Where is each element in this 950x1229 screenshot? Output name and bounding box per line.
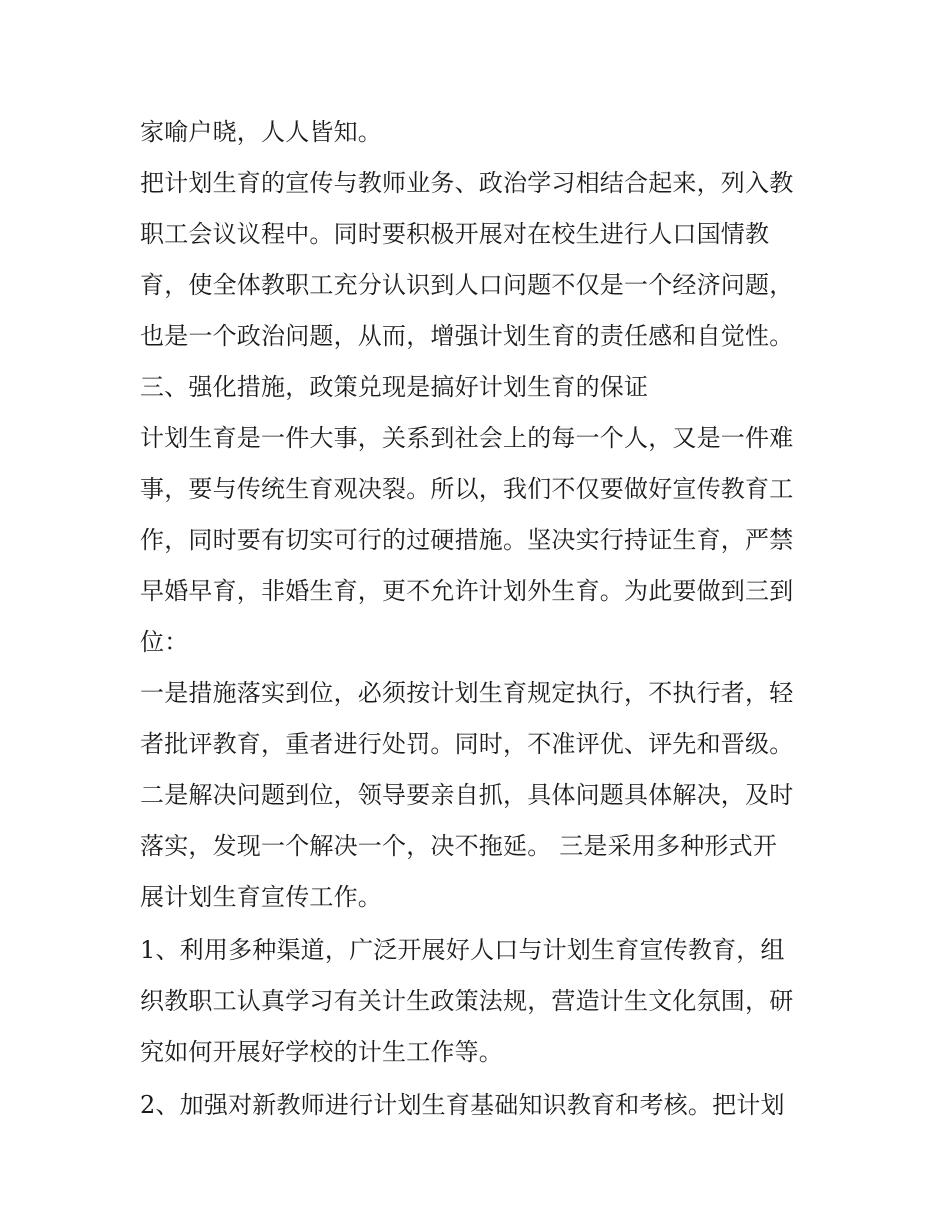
list-item-1-line-3: 究如何开展好学校的计生工作等。 xyxy=(140,1038,503,1066)
text-line-1: 家喻户晓，人人皆知。 xyxy=(140,118,382,146)
text-line-12: 一是措施落实到位，必须按计划生育规定执行，不执行者，轻 xyxy=(140,679,794,707)
list-item-1-line-2: 织教职工认真学习有关计生政策法规，营造计生文化氛围，研 xyxy=(140,987,794,1015)
text-line-3: 职工会议议程中。同时要积极开展对在校生进行人口国情教 xyxy=(140,220,770,248)
text-line-8: 事，要与传统生育观决裂。所以，我们不仅要做好宣传教育工 xyxy=(140,475,794,503)
text-line-2: 把计划生育的宣传与教师业务、政治学习相结合起来，列入教 xyxy=(140,169,794,197)
text-line-5: 也是一个政治问题，从而，增强计划生育的责任感和自觉性。 xyxy=(140,322,794,350)
list-item-1-line-1: 1、利用多种渠道，广泛开展好人口与计划生育宣传教育，组 xyxy=(140,936,785,964)
text-line-13: 者批评教育，重者进行处罚。同时，不准评优、评先和晋级。 xyxy=(140,730,794,758)
document-body xyxy=(140,107,820,1131)
list-item-2-line-1: 2、加强对新教师进行计划生育基础知识教育和考核。把计划 xyxy=(140,1091,785,1119)
section-heading: 三、强化措施，政策兑现是搞好计划生育的保证 xyxy=(140,373,649,401)
text-line-14: 二是解决问题到位，领导要亲自抓，具体问题具体解决，及时 xyxy=(140,781,794,809)
text-line-4: 育，使全体教职工充分认识到人口问题不仅是一个经济问题， xyxy=(140,271,794,299)
text-line-10: 早婚早育，非婚生育，更不允许计划外生育。为此要做到三到 xyxy=(140,577,794,605)
text-line-9: 作，同时要有切实可行的过硬措施。坚决实行持证生育，严禁 xyxy=(140,526,794,554)
text-line-16: 展计划生育宣传工作。 xyxy=(140,883,382,911)
text-line-15: 落实，发现一个解决一个，决不拖延。 三是采用多种形式开 xyxy=(140,832,778,860)
text-line-7: 计划生育是一件大事，关系到社会上的每一个人，又是一件难 xyxy=(140,424,794,452)
text-line-11: 位： xyxy=(140,628,189,656)
